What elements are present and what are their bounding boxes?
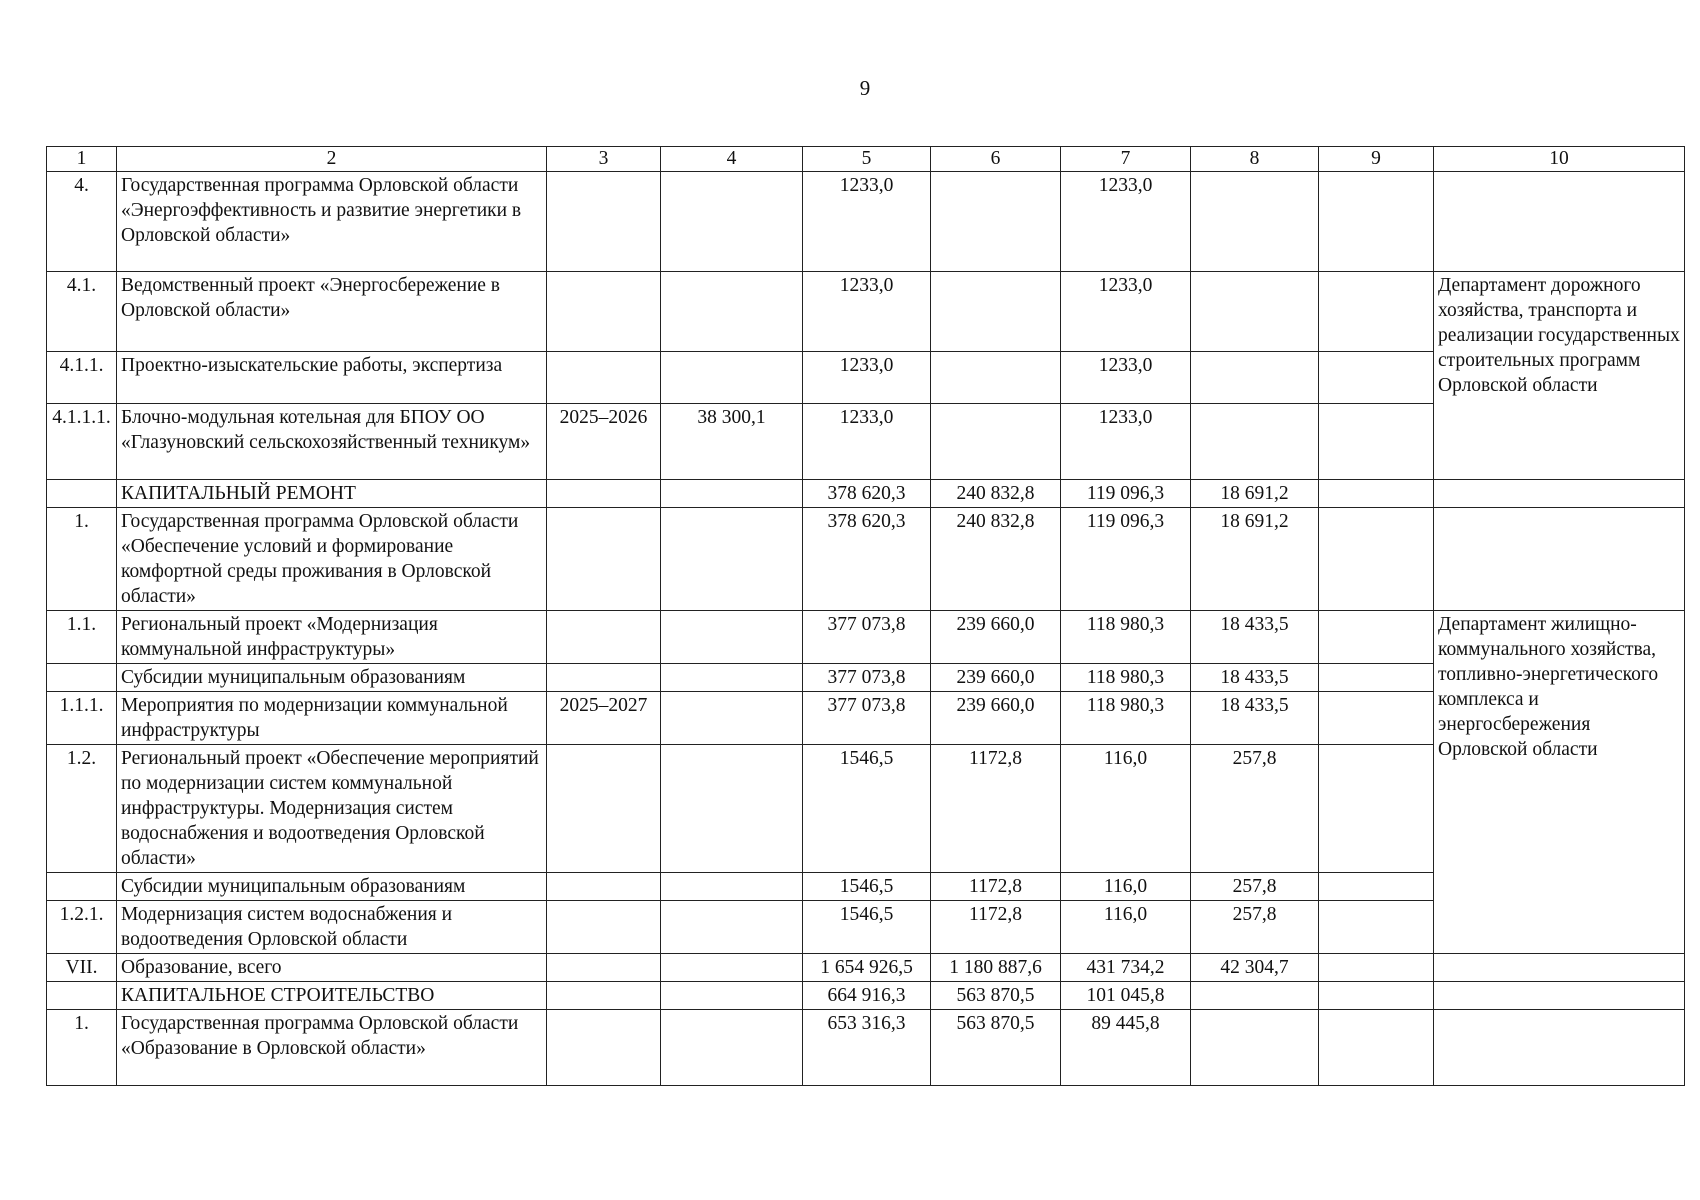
column-header: 10 xyxy=(1434,147,1685,172)
estimated-cost xyxy=(661,611,803,664)
table-row xyxy=(47,1010,1685,1086)
item-name: Субсидии муниципальным образованиям xyxy=(117,873,547,901)
responsible-department-empty xyxy=(1434,982,1685,1010)
amount-col-6: 240 832,8 xyxy=(931,508,1061,611)
column-header: 7 xyxy=(1061,147,1191,172)
column-header: 3 xyxy=(547,147,661,172)
item-number: 4.1.1. xyxy=(47,352,117,404)
total-amount: 1233,0 xyxy=(803,404,931,480)
implementation-years xyxy=(547,272,661,352)
amount-col-8: 42 304,7 xyxy=(1191,954,1319,982)
implementation-years: 2025–2027 xyxy=(547,692,661,745)
estimated-cost xyxy=(661,508,803,611)
table-row xyxy=(47,172,1685,272)
total-amount: 1546,5 xyxy=(803,873,931,901)
amount-col-8 xyxy=(1191,172,1319,272)
item-number xyxy=(47,664,117,692)
table-row xyxy=(47,508,1685,611)
amount-col-8: 257,8 xyxy=(1191,901,1319,954)
item-number: 1. xyxy=(47,1010,117,1086)
total-amount: 1 654 926,5 xyxy=(803,954,931,982)
amount-col-8: 18 433,5 xyxy=(1191,692,1319,745)
item-number xyxy=(47,982,117,1010)
responsible-department: Департамент дорожного хозяйства, транспорта и реализации государственных строительных программ Орловской области xyxy=(1434,272,1685,480)
implementation-years: 2025–2026 xyxy=(547,404,661,480)
amount-col-8 xyxy=(1191,1010,1319,1086)
implementation-years xyxy=(547,901,661,954)
implementation-years xyxy=(547,1010,661,1086)
responsible-department-empty xyxy=(1434,1010,1685,1086)
amount-col-8: 18 433,5 xyxy=(1191,664,1319,692)
item-name: Региональный проект «Обеспечение мероприятий по модернизации систем коммунальной инфраструктуры. Модернизация систем водоснабжения и водоотведения Орловской области» xyxy=(117,745,547,873)
amount-col-6 xyxy=(931,272,1061,352)
total-amount: 377 073,8 xyxy=(803,692,931,745)
item-name: Субсидии муниципальным образованиям xyxy=(117,664,547,692)
amount-col-8 xyxy=(1191,404,1319,480)
amount-col-8: 18 691,2 xyxy=(1191,480,1319,508)
implementation-years xyxy=(547,352,661,404)
amount-col-8: 257,8 xyxy=(1191,745,1319,873)
amount-col-6: 563 870,5 xyxy=(931,982,1061,1010)
responsible-department: Департамент жилищно-коммунального хозяйства, топливно-энергетического комплекса и энергосбережения Орловской области xyxy=(1434,611,1685,954)
amount-col-9 xyxy=(1319,611,1434,664)
amount-col-6: 563 870,5 xyxy=(931,1010,1061,1086)
item-number: 4.1.1.1. xyxy=(47,404,117,480)
amount-col-6: 240 832,8 xyxy=(931,480,1061,508)
item-number: 4.1. xyxy=(47,272,117,352)
amount-col-8: 257,8 xyxy=(1191,873,1319,901)
estimated-cost xyxy=(661,692,803,745)
amount-col-6: 1172,8 xyxy=(931,901,1061,954)
amount-col-7: 118 980,3 xyxy=(1061,664,1191,692)
amount-col-8 xyxy=(1191,272,1319,352)
implementation-years xyxy=(547,982,661,1010)
item-name: Мероприятия по модернизации коммунальной инфраструктуры xyxy=(117,692,547,745)
implementation-years xyxy=(547,172,661,272)
amount-col-9 xyxy=(1319,1010,1434,1086)
total-amount: 377 073,8 xyxy=(803,611,931,664)
amount-col-9 xyxy=(1319,508,1434,611)
item-name: Проектно-изыскательские работы, экспертиза xyxy=(117,352,547,404)
item-number: 4. xyxy=(47,172,117,272)
amount-col-6 xyxy=(931,352,1061,404)
item-number: VII. xyxy=(47,954,117,982)
column-number-header-row xyxy=(47,147,1685,172)
page-number: 9 xyxy=(859,76,871,100)
amount-col-7: 118 980,3 xyxy=(1061,611,1191,664)
responsible-department-empty xyxy=(1434,954,1685,982)
column-header: 2 xyxy=(117,147,547,172)
item-number xyxy=(47,873,117,901)
column-header: 1 xyxy=(47,147,117,172)
amount-col-9 xyxy=(1319,404,1434,480)
implementation-years xyxy=(547,873,661,901)
item-name: Государственная программа Орловской области «Образование в Орловской области» xyxy=(117,1010,547,1086)
item-name: КАПИТАЛЬНЫЙ РЕМОНТ xyxy=(117,480,547,508)
total-amount: 1233,0 xyxy=(803,352,931,404)
column-header: 4 xyxy=(661,147,803,172)
amount-col-6: 1172,8 xyxy=(931,873,1061,901)
estimated-cost: 38 300,1 xyxy=(661,404,803,480)
item-number xyxy=(47,480,117,508)
implementation-years xyxy=(547,480,661,508)
amount-col-7: 1233,0 xyxy=(1061,272,1191,352)
estimated-cost xyxy=(661,664,803,692)
amount-col-7: 89 445,8 xyxy=(1061,1010,1191,1086)
amount-col-9 xyxy=(1319,272,1434,352)
total-amount: 378 620,3 xyxy=(803,508,931,611)
column-header: 6 xyxy=(931,147,1061,172)
amount-col-6: 1172,8 xyxy=(931,745,1061,873)
item-number: 1. xyxy=(47,508,117,611)
item-number: 1.2. xyxy=(47,745,117,873)
implementation-years xyxy=(547,664,661,692)
item-name: Модернизация систем водоснабжения и водоотведения Орловской области xyxy=(117,901,547,954)
estimated-cost xyxy=(661,172,803,272)
amount-col-7: 119 096,3 xyxy=(1061,480,1191,508)
amount-col-7: 116,0 xyxy=(1061,873,1191,901)
column-header: 8 xyxy=(1191,147,1319,172)
estimated-cost xyxy=(661,982,803,1010)
amount-col-9 xyxy=(1319,982,1434,1010)
total-amount: 1546,5 xyxy=(803,901,931,954)
item-number: 1.2.1. xyxy=(47,901,117,954)
estimated-cost xyxy=(661,954,803,982)
column-header: 5 xyxy=(803,147,931,172)
amount-col-6: 239 660,0 xyxy=(931,692,1061,745)
amount-col-9 xyxy=(1319,745,1434,873)
budget-table xyxy=(46,146,1685,1086)
responsible-department-empty xyxy=(1434,480,1685,508)
item-name: КАПИТАЛЬНОЕ СТРОИТЕЛЬСТВО xyxy=(117,982,547,1010)
total-amount: 1546,5 xyxy=(803,745,931,873)
total-amount: 664 916,3 xyxy=(803,982,931,1010)
item-name: Ведомственный проект «Энергосбережение в Орловской области» xyxy=(117,272,547,352)
amount-col-7: 119 096,3 xyxy=(1061,508,1191,611)
amount-col-9 xyxy=(1319,172,1434,272)
table-row xyxy=(47,954,1685,982)
table-row xyxy=(47,982,1685,1010)
amount-col-8 xyxy=(1191,352,1319,404)
amount-col-7: 1233,0 xyxy=(1061,352,1191,404)
implementation-years xyxy=(547,508,661,611)
table-row xyxy=(47,611,1685,664)
implementation-years xyxy=(547,611,661,664)
amount-col-7: 118 980,3 xyxy=(1061,692,1191,745)
responsible-department-empty xyxy=(1434,172,1685,272)
amount-col-8 xyxy=(1191,982,1319,1010)
item-name: Региональный проект «Модернизация коммунальной инфраструктуры» xyxy=(117,611,547,664)
amount-col-9 xyxy=(1319,664,1434,692)
item-number: 1.1.1. xyxy=(47,692,117,745)
item-name: Образование, всего xyxy=(117,954,547,982)
total-amount: 1233,0 xyxy=(803,272,931,352)
total-amount: 653 316,3 xyxy=(803,1010,931,1086)
implementation-years xyxy=(547,954,661,982)
amount-col-9 xyxy=(1319,692,1434,745)
amount-col-8: 18 691,2 xyxy=(1191,508,1319,611)
amount-col-7: 116,0 xyxy=(1061,745,1191,873)
total-amount: 1233,0 xyxy=(803,172,931,272)
estimated-cost xyxy=(661,1010,803,1086)
estimated-cost xyxy=(661,901,803,954)
amount-col-9 xyxy=(1319,901,1434,954)
item-number: 1.1. xyxy=(47,611,117,664)
estimated-cost xyxy=(661,352,803,404)
table-row xyxy=(47,480,1685,508)
amount-col-7: 116,0 xyxy=(1061,901,1191,954)
amount-col-7: 101 045,8 xyxy=(1061,982,1191,1010)
amount-col-7: 1233,0 xyxy=(1061,404,1191,480)
total-amount: 378 620,3 xyxy=(803,480,931,508)
estimated-cost xyxy=(661,480,803,508)
amount-col-6: 1 180 887,6 xyxy=(931,954,1061,982)
estimated-cost xyxy=(661,873,803,901)
amount-col-6 xyxy=(931,172,1061,272)
amount-col-9 xyxy=(1319,480,1434,508)
item-name: Государственная программа Орловской области «Обеспечение условий и формирование комфортной среды проживания в Орловской области» xyxy=(117,508,547,611)
implementation-years xyxy=(547,745,661,873)
item-name: Блочно-модульная котельная для БПОУ ОО «Глазуновский сельскохозяйственный техникум» xyxy=(117,404,547,480)
amount-col-6: 239 660,0 xyxy=(931,664,1061,692)
item-name: Государственная программа Орловской области «Энергоэффективность и развитие энергетики в Орловской области» xyxy=(117,172,547,272)
estimated-cost xyxy=(661,272,803,352)
amount-col-8: 18 433,5 xyxy=(1191,611,1319,664)
table-row xyxy=(47,272,1685,352)
column-header: 9 xyxy=(1319,147,1434,172)
amount-col-9 xyxy=(1319,873,1434,901)
total-amount: 377 073,8 xyxy=(803,664,931,692)
amount-col-6 xyxy=(931,404,1061,480)
amount-col-9 xyxy=(1319,352,1434,404)
responsible-department-empty xyxy=(1434,508,1685,611)
amount-col-9 xyxy=(1319,954,1434,982)
amount-col-7: 431 734,2 xyxy=(1061,954,1191,982)
amount-col-6: 239 660,0 xyxy=(931,611,1061,664)
amount-col-7: 1233,0 xyxy=(1061,172,1191,272)
estimated-cost xyxy=(661,745,803,873)
